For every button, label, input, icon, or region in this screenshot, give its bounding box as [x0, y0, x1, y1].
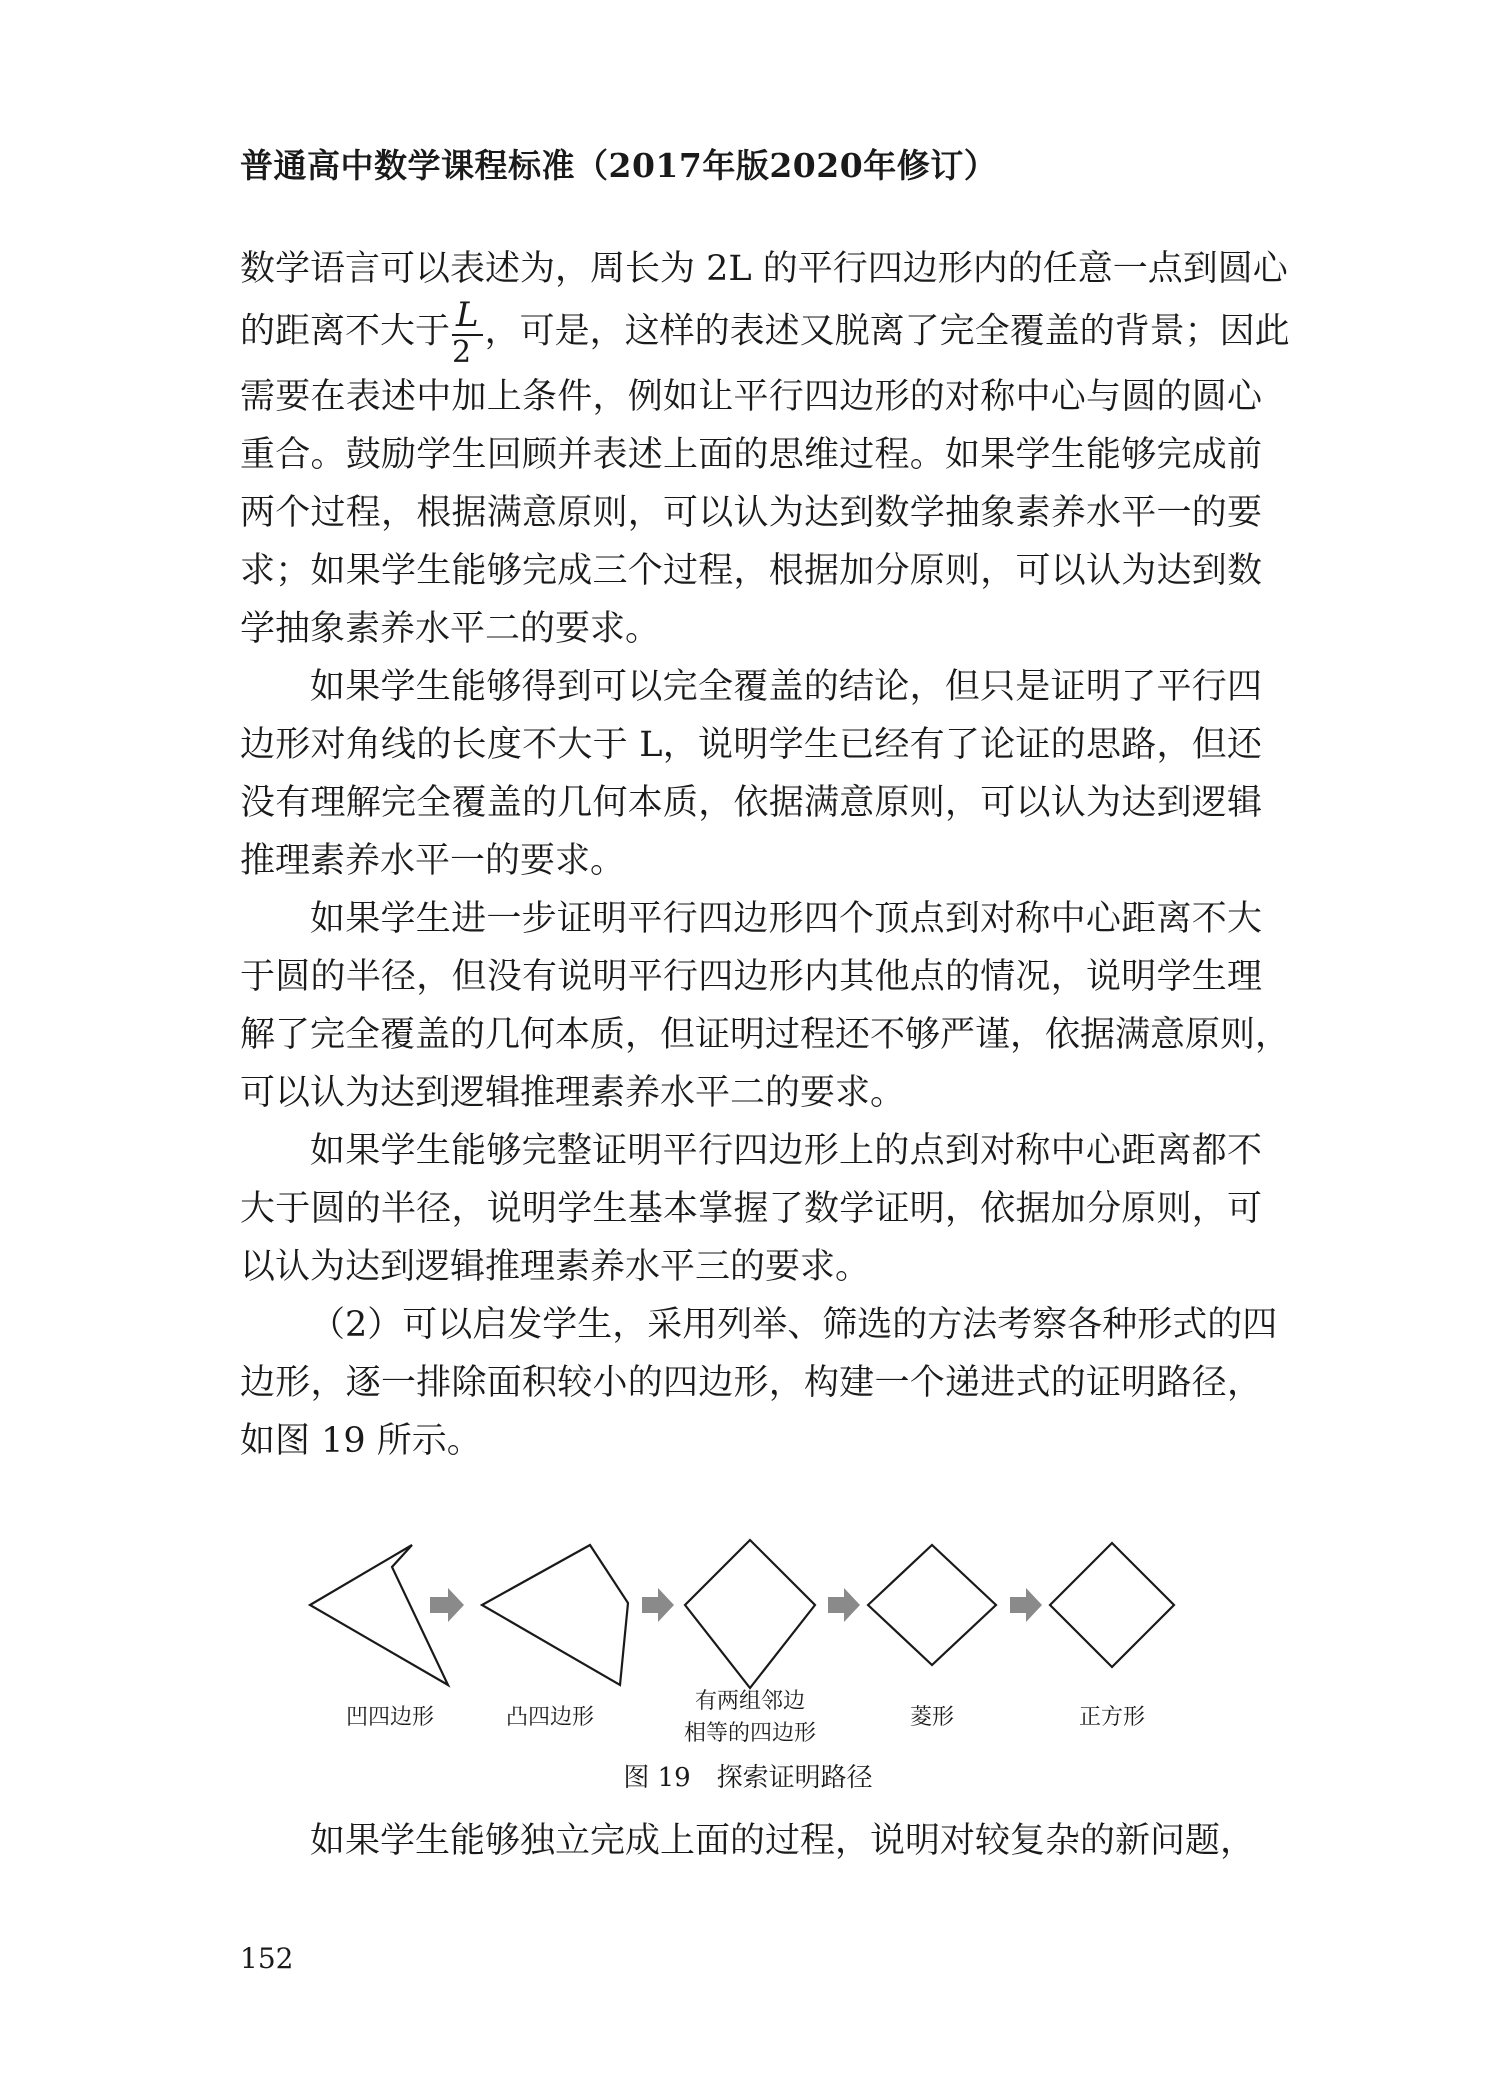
- paragraph: [240, 240, 1290, 658]
- text-line: 如果学生进一步证明平行四边形四个顶点到对称中心距离不大: [310, 899, 1262, 939]
- arrow-icon: [828, 1588, 860, 1622]
- closing-paragraph: [240, 1812, 1262, 1870]
- shape-label-concave: 凹四边形: [345, 1705, 434, 1730]
- shape-label-kite: 有两组邻边 相等的四边形: [683, 1689, 816, 1746]
- square-shape: [1050, 1543, 1174, 1667]
- text-line: 没有理解完全覆盖的几何本质，依据满意原则，可以认为达到逻辑: [240, 783, 1262, 823]
- kite-shape: [685, 1540, 815, 1688]
- text-line: 可以认为达到逻辑推理素养水平二的要求。: [240, 1073, 906, 1113]
- rhombus-shape: [868, 1545, 996, 1665]
- paragraph: [240, 1296, 1278, 1470]
- text-segment: 的距离不大于: [240, 311, 451, 352]
- body-text: [240, 240, 1291, 1470]
- text-line: 数学语言可以表述为，周长为 2L 的平行四边形内的任意一点到圆心: [240, 249, 1288, 289]
- shape-label-convex: 凸四边形: [505, 1705, 594, 1730]
- text-line: （2）可以启发学生，采用列举、筛选的方法考察各种形式的四: [310, 1305, 1278, 1345]
- page-number: 152: [240, 1942, 294, 1975]
- text-line: 边形，逐一排除面积较小的四边形，构建一个递进式的证明路径，: [240, 1363, 1262, 1403]
- text-line: 需要在表述中加上条件，例如让平行四边形的对称中心与圆的圆心: [240, 377, 1262, 417]
- figure-caption: 图 19 探索证明路径: [623, 1763, 873, 1793]
- paragraph: [240, 658, 1262, 890]
- text-line: 如果学生能够得到可以完全覆盖的结论，但只是证明了平行四: [310, 667, 1262, 707]
- text-line: 以认为达到逻辑推理素养水平三的要求。: [240, 1247, 871, 1287]
- text-line-with-fraction: [240, 295, 1290, 370]
- text-line: 如图 19 所示。: [240, 1421, 482, 1461]
- running-header: 普通高中数学课程标准（2017年版2020年修订）: [240, 146, 998, 185]
- text-line: 两个过程，根据满意原则，可以认为达到数学抽象素养水平一的要: [240, 493, 1262, 533]
- fraction: [452, 295, 483, 370]
- arrow-icon: [1010, 1588, 1042, 1622]
- convex-quadrilateral-shape: [482, 1545, 628, 1685]
- text-line: 推理素养水平一的要求。: [240, 841, 626, 881]
- arrow-icon: [430, 1588, 464, 1622]
- shape-label-square: 正方形: [1078, 1705, 1145, 1730]
- shape-label-rhombus: 菱形: [909, 1705, 954, 1730]
- text-line: 大于圆的半径，说明学生基本掌握了数学证明，依据加分原则，可: [240, 1189, 1262, 1229]
- text-line: 求；如果学生能够完成三个过程，根据加分原则，可以认为达到数: [240, 551, 1262, 591]
- text-line: 边形对角线的长度不大于 L，说明学生已经有了论证的思路，但还: [240, 725, 1262, 765]
- text-line: 重合。鼓励学生回顾并表述上面的思维过程。如果学生能够完成前: [240, 435, 1262, 475]
- concave-quadrilateral-shape: [310, 1545, 448, 1685]
- text-line: 如果学生能够完整证明平行四边形上的点到对称中心距离都不: [310, 1131, 1262, 1171]
- fraction-numerator: L: [452, 298, 483, 336]
- text-line: 于圆的半径，但没有说明平行四边形内其他点的情况，说明学生理: [240, 957, 1262, 997]
- paragraph: [240, 890, 1291, 1122]
- text-line: 学抽象素养水平二的要求。: [240, 609, 661, 649]
- text-segment: ，可是，这样的表述又脱离了完全覆盖的背景；因此: [484, 311, 1290, 352]
- proof-path-diagram: [300, 1525, 1200, 1700]
- fraction-denominator: 2: [452, 335, 472, 370]
- arrow-icon: [642, 1588, 674, 1622]
- text-line: 如果学生能够独立完成上面的过程，说明对较复杂的新问题，: [310, 1821, 1256, 1861]
- text-line: 解了完全覆盖的几何本质，但证明过程还不够严谨，依据满意原则，: [240, 1015, 1291, 1055]
- paragraph: [240, 1122, 1262, 1296]
